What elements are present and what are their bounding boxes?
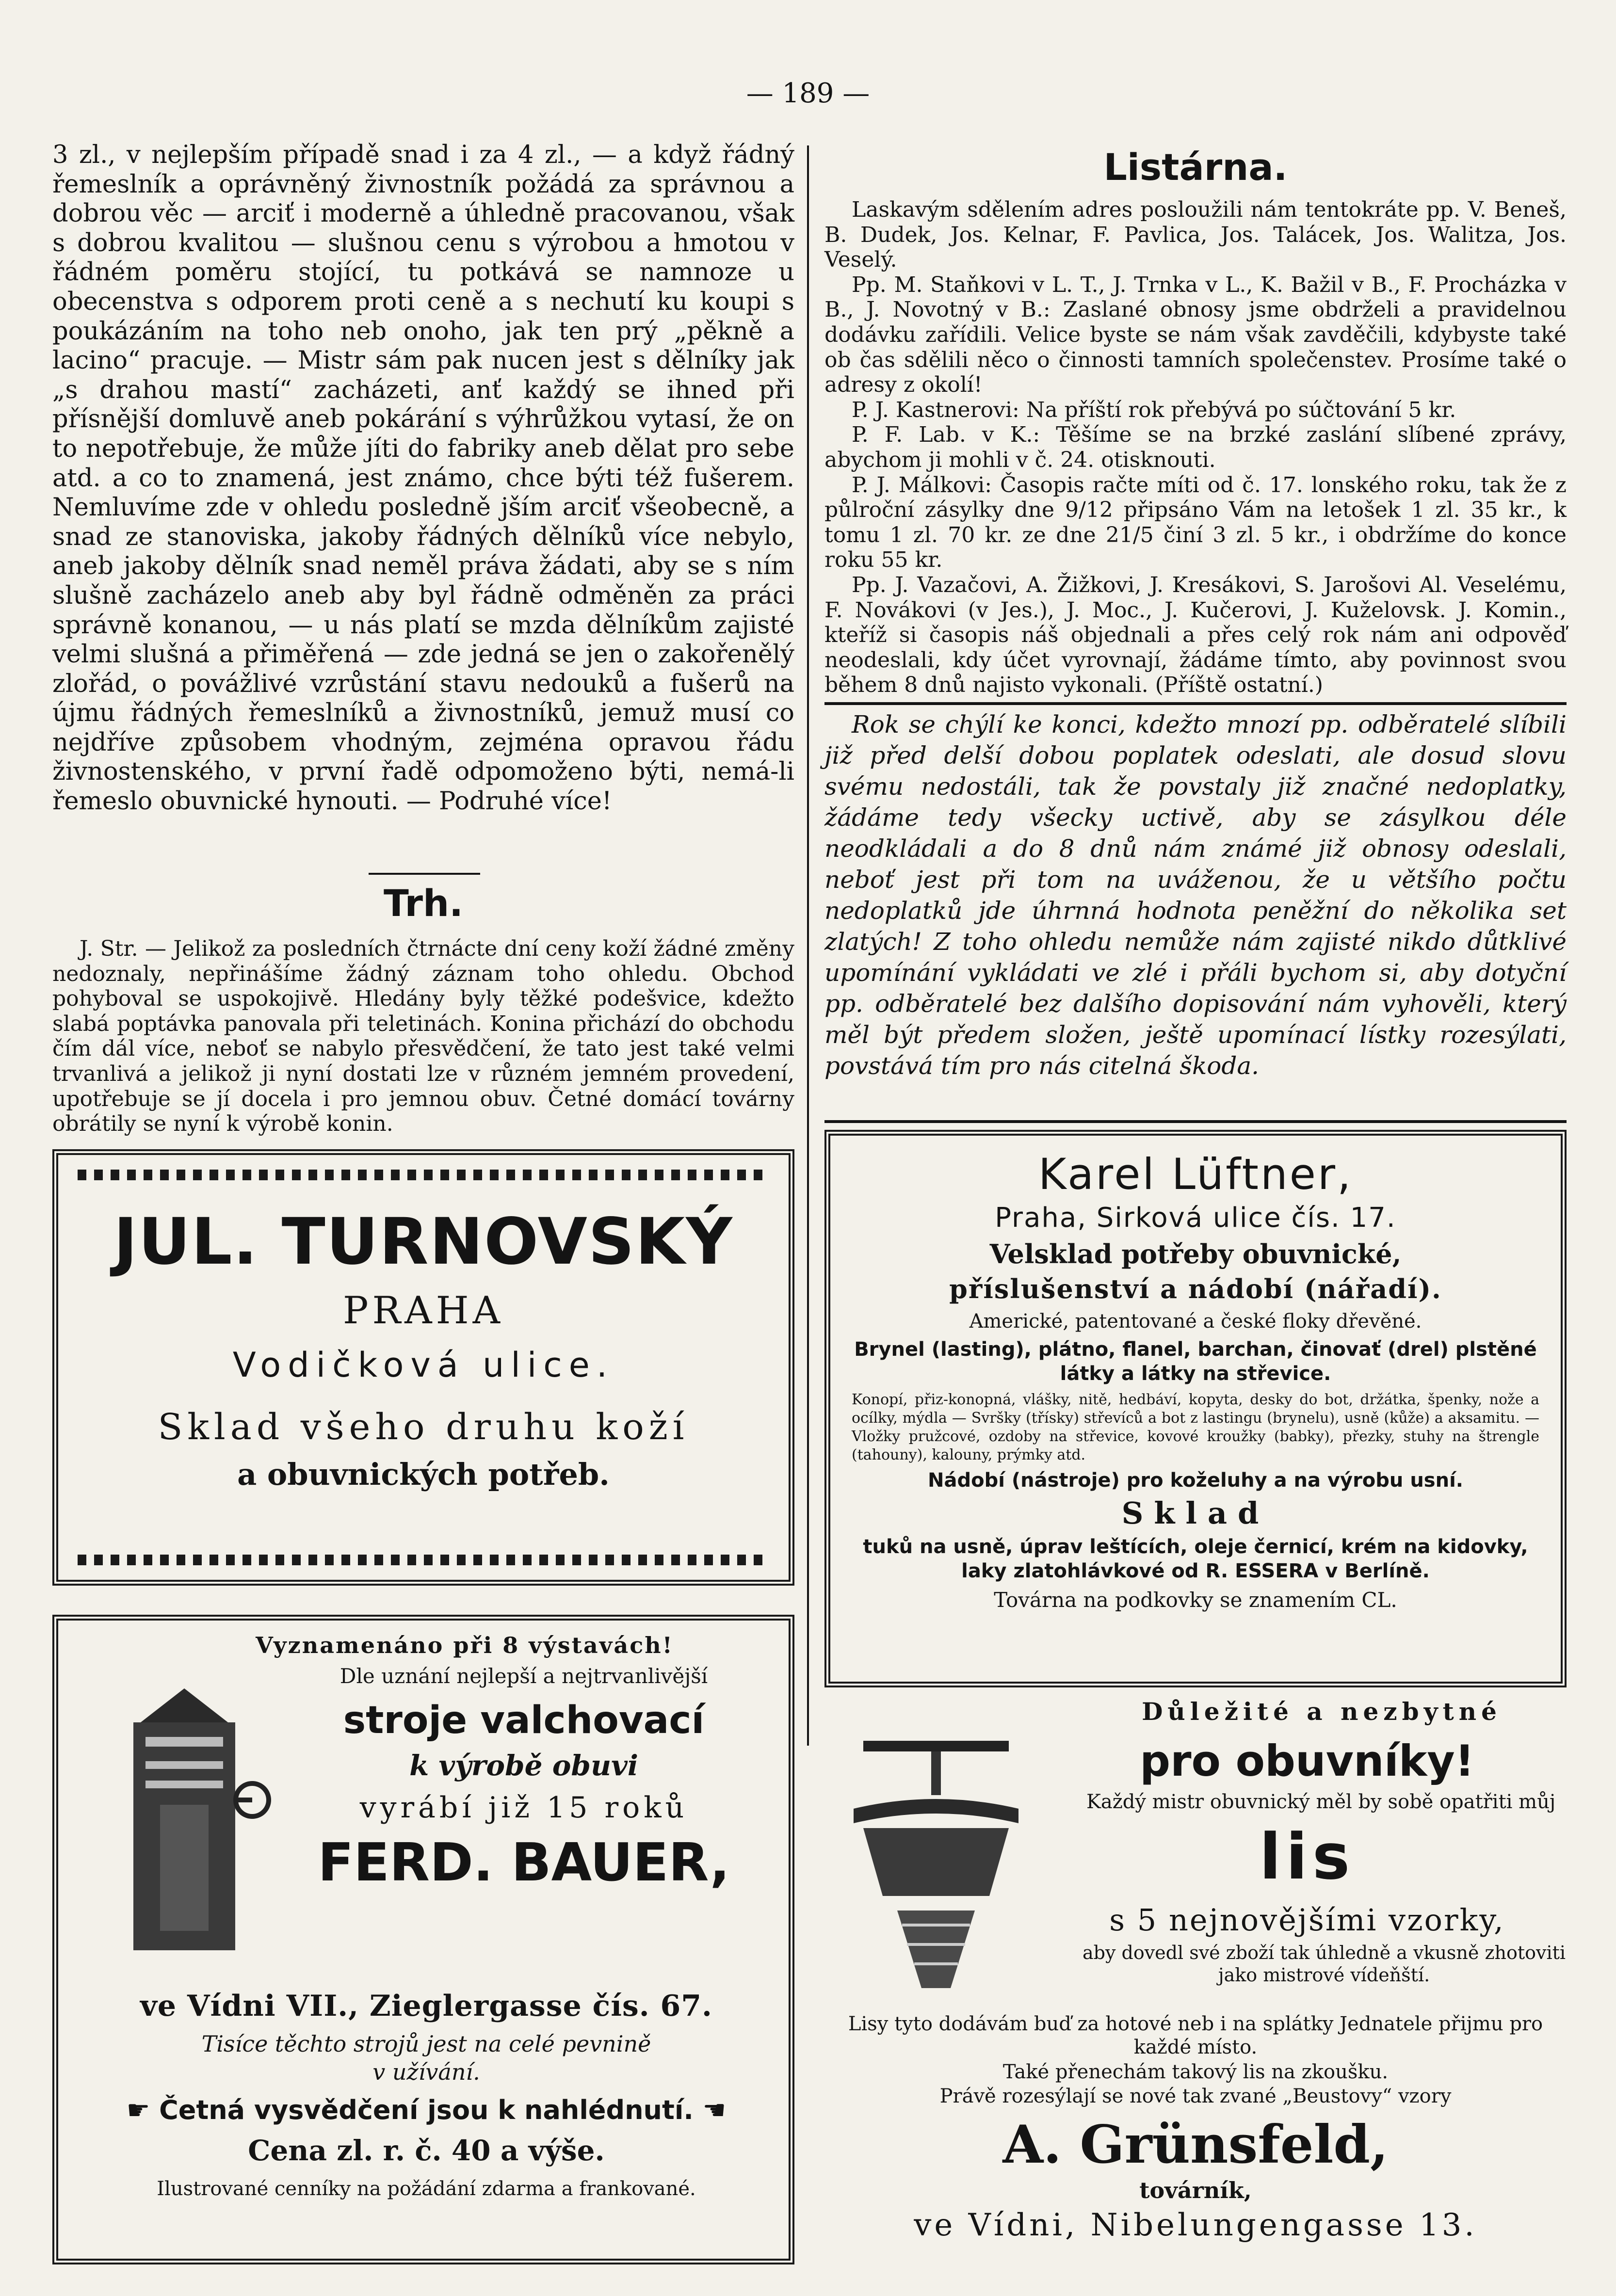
trh-heading: Trh. xyxy=(384,882,463,925)
luftner-name: Karel Lüftner, xyxy=(1038,1149,1353,1199)
grunsfeld-headline2: pro obuvníky! xyxy=(1140,1736,1474,1786)
turnovsky-line2: a obuvnických potřeb. xyxy=(237,1457,610,1492)
rule-after-notice xyxy=(824,1120,1567,1123)
grunsfeld-lis: lis xyxy=(1259,1820,1355,1894)
subscriber-notice xyxy=(824,709,1567,1116)
trh-text: J. Str. — Jelikož za posledních čtrnácte dní ceny koží žádné změny nedoznaly, nepřinášíme žádný záznam toho ohledu. Obchod pohyboval se uspokojivě. Hledány byly těžké podešvice, kdežto slabá poptávka panovala při teletinách. Konina přichází do obchodu čím dál více, neboť se nabylo přesvědčení, že tato jest také velmi trvanlivá a jelikož ji nyní dostati lze v různém jemném provedení, upotřebuje se jí docela i pro jemnou obuv. Četné domácí továrny obrátily se nyní k výrobě konin. xyxy=(52,936,794,1137)
bauer-right-block xyxy=(272,1664,776,1893)
listarna-paragraph: Pp. M. Staňkovi v L. T., J. Trnka v L., K. Bažil v B., F. Procházka v B., J. Novotný v B.: Zaslané obnosy jsme obdrželi a pravidelnou dodávku zařídili. Velice byste se nám však zavděčili, kdybyste také ob čas sdělili něco o činnosti tamních společenstev. Prosíme také o adresy z okolí! xyxy=(824,272,1567,398)
grunsfeld-line5: Také přenechám takový lis na zkoušku. xyxy=(1002,2061,1389,2083)
grunsfeld-right-block xyxy=(1048,1736,1567,1986)
grunsfeld-line1: Každý mistr obuvnický měl by sobě opatřiti můj xyxy=(1086,1791,1556,1813)
pointing-hand-icon: ☛ xyxy=(126,2095,160,2125)
bauer-line3: k výrobě obuvi xyxy=(409,1749,638,1782)
bauer-line5: Tisíce těchto strojů jest na celé pevnině xyxy=(201,2031,651,2057)
luftner-line2: příslušenství a nádobí (nářadí). xyxy=(949,1273,1442,1304)
grunsfeld-headline: Důležité a nezbytné xyxy=(1142,1697,1502,1726)
grunsfeld-line3: aby dovedl své zboží tak úhledně a vkusně zhotoviti jako mistrové vídeňští. xyxy=(1082,1942,1566,1986)
grunsfeld-address: ve Vídni, Nibelungengasse 13. xyxy=(914,2207,1477,2243)
bauer-line4: vyrábí již 15 roků xyxy=(359,1791,688,1825)
luftner-line3: Americké, patentované a české floky dřevěné. xyxy=(969,1310,1422,1333)
ornament-top xyxy=(78,1170,769,1180)
bauer-line7-row xyxy=(76,2095,777,2125)
grunsfeld-line6: Právě rozesýlají se nové tak zvané „Beustovy“ vzory xyxy=(939,2085,1452,2107)
bauer-line7: Četná vysvědčení jsou k nahlédnutí. xyxy=(159,2095,694,2125)
listarna-heading: Listárna. xyxy=(1103,145,1288,189)
ad-bauer xyxy=(52,1615,794,2264)
grunsfeld-name: A. Grünsfeld, xyxy=(1002,2114,1389,2175)
turnovsky-city: PRAHA xyxy=(343,1289,504,1333)
bauer-address: ve Vídni VII., Zieglergasse čís. 67. xyxy=(140,1989,712,2023)
shoe-press-icon xyxy=(834,1736,1038,1998)
bauer-price: Cena zl. r. č. 40 a výše. xyxy=(248,2134,605,2167)
listarna-section xyxy=(824,145,1567,698)
luftner-sklad: Sklad xyxy=(1121,1495,1270,1531)
luftner-line6: Nádobí (nástroje) pro koželuhy a na výrobu usní. xyxy=(927,1469,1463,1492)
listarna-paragraph: P. J. Kastnerovi: Na příští rok přebývá po súčtování 5 kr. xyxy=(852,397,1456,422)
listarna-paragraph: P. F. Lab. v K.: Těšíme se na brzké zaslání slíbené zprávy, abychom ji mohli v č. 24. otisknouti. xyxy=(824,422,1567,472)
ad-grunsfeld xyxy=(824,1697,1567,2274)
bauer-name: FERD. BAUER, xyxy=(318,1832,730,1893)
luftner-line4: Brynel (lasting), plátno, flanel, barchan, činovať (drel) plstěné látky a látky na střevice. xyxy=(854,1338,1537,1385)
grunsfeld-title: továrník, xyxy=(1139,2177,1252,2203)
bauer-line2: stroje valchovací xyxy=(343,1699,705,1742)
pointing-hand-left-icon: ☚ xyxy=(693,2095,727,2125)
listarna-paragraph: P. J. Málkovi: Časopis račte míti od č. 17. lonského roku, tak že z půlroční zásylky dne 9/12 připsáno Vám na letošek 1 zl. 35 kr., k tomu 1 zl. 70 kr. ze dne 21/5 činí 3 zl. 5 kr., i obdržíme do konce roku 55 kr. xyxy=(824,472,1567,573)
luftner-line5: Konopí, přiz-konopná, vlášky, nitě, hedbáví, kopyta, desky do bot, držátka, špenky, nože a ocílky, mýdla — Svršky (třísky) střevíců a bot z lastingu (brynelu), usně (kůže) a aksamitu. — Vložky pružcové, ozdoby na střevice, kovové kroužky (babky), přezky, stuhy na štrengle (tahouny), kalouny, prýmky atd. xyxy=(852,1391,1539,1463)
grunsfeld-bottom-block xyxy=(824,2012,1567,2243)
press-illustration xyxy=(834,1736,1038,1998)
valchovaci-stroj-icon xyxy=(87,1679,272,1950)
turnovsky-street: Vodičková ulice. xyxy=(232,1345,614,1385)
luftner-line8: Továrna na podkovky se znamením CL. xyxy=(994,1588,1397,1612)
bauer-line6: v užívání. xyxy=(372,2059,480,2085)
ornament-bottom xyxy=(78,1555,769,1565)
machine-illustration xyxy=(87,1679,272,1950)
luftner-line1: Velsklad potřeby obuvnické, xyxy=(989,1238,1402,1269)
ad-luftner xyxy=(824,1130,1567,1687)
luftner-line7: tuků na usně, úprav leštících, oleje černicí, krém na kidovky, laky zlatohlávkové od R. ESSERA v Berlíně. xyxy=(863,1536,1528,1582)
turnovsky-name: JUL. TURNOVSKÝ xyxy=(113,1204,733,1279)
ad-turnovsky xyxy=(52,1149,794,1586)
listarna-paragraph: Laskavým sdělením adres posloužili nám tentokráte pp. V. Beneš, B. Dudek, Jos. Kelnar, F. Pavlica, Jos. Talácek, Jos. Walitza, Jos. Veselý. xyxy=(824,197,1567,273)
luftner-address: Praha, Sirková ulice čís. 17. xyxy=(995,1202,1396,1234)
notice-text: Rok se chýlí ke konci, kdežto mnozí pp. odběratelé slíbili již před delší dobou poplatek odeslati, ale dosud slovu svému nedostáli, tak že povstaly již značné nedoplatky, žádáme tedy všecky uctivě, aby se zásylkou déle neodkládali a do 8 dnů nám známé již obnosy odeslali, neboť jest při tom na uváženou, že u většího počtu nedoplatků jde úhrnná hodnota peněžní do několika set zlatých! Z toho ohledu nemůže nám zajisté nikdo důtklivé upomínání vykládati ve zlé i přáli bychom si, aby dotyční pp. odběratelé bez dalšího dopisování nám vyhověli, který měl být předem složen, ještě upomínací lístky rozesýlati, povstává tím pro nás citelná škoda. xyxy=(824,710,1567,1080)
rule-before-notice xyxy=(824,702,1567,705)
bauer-header: Vyznamenáno při 8 výstavách! xyxy=(256,1632,674,1658)
bauer-footer: Ilustrované cenníky na požádání zdarma a frankované. xyxy=(157,2178,696,2200)
trh-section xyxy=(52,873,794,1144)
grunsfeld-line2: s 5 nejnovějšími vzorky, xyxy=(1109,1902,1505,1938)
article-text: 3 zl., v nejlepším případě snad i za 4 zl., — a když řádný řemeslník a oprávněný živnostník požádá za správnou a dobrou věc — arciť i moderně a úhledně pracovanou, však s dobrou kvalitou — slušnou cenu s výrobou a hmotou v řádném poměru stojící, tu potkává se namnoze u obecenstva s odporem proti ceně a s nechutí ku koupi s poukázáním na toho neb onoho, jak ten prý „pěkně a lacino“ pracuje. — Mistr sám pak nucen jest s dělníky jak „s drahou mastí“ zacházeti, anť každý se ihned při přísnější domluvě aneb pokárání s výhrůžkou vytasí, že on to nepotřebuje, že může jíti do fabriky aneb dělat pro sebe atd. a co to znamená, jest známo, chce býti též fušerem. Nemluvíme zde v ohledu posledně jším arciť všeobecně, a snad ze stanoviska, jakoby řádných dělníků více nebylo, aneb jakoby dělník snad neměl práva žádati, aby se s ním slušně zacházelo aneb aby byl řádně odměněn za práci správně konanou, — u nás platí se mzda dělníkům zajisté velmi slušná a přiměřená — zde jedná se jen o zakořenělý zlořád, o povážlivé vzrůstání stavu nedouků a fušerů na újmu řádných řemeslníků a živnostníků, jemuž musí co nejdříve způsobem vhodným, zejména opravou řádu živnostenského, v první řadě odpomoženo býti, nemá-li řemeslo obuvnické hynouti. — Podruhé více! xyxy=(52,141,794,816)
listarna-paragraph: Pp. J. Vazačovi, A. Žižkovi, J. Kresákovi, S. Jarošovi Al. Veselému, F. Novákovi (v Jes.), J. Moc., J. Kučerovi, J. Kuželovsk. J. Komin., kteříž si časopis náš objednali a přes celý rok nám ani odpověď neodeslali, kdy účet vyrovnají, žádáme tímto, aby povinnost svou během 8 dnů najisto vykonali. (Příště ostatní.) xyxy=(824,572,1567,698)
turnovsky-line1: Sklad všeho druhu koží xyxy=(158,1406,689,1448)
article-continuation xyxy=(52,141,794,868)
column-divider xyxy=(807,145,809,1746)
bauer-bottom-block xyxy=(76,1989,777,2200)
page-number: — 189 — xyxy=(746,78,870,109)
bauer-line1: Dle uznání nejlepší a nejtrvanlivější xyxy=(339,1664,708,1688)
grunsfeld-line4: Lisy tyto dodávám buď za hotové neb i na splátky Jednatele přijmu pro každé místo. xyxy=(848,2013,1543,2058)
